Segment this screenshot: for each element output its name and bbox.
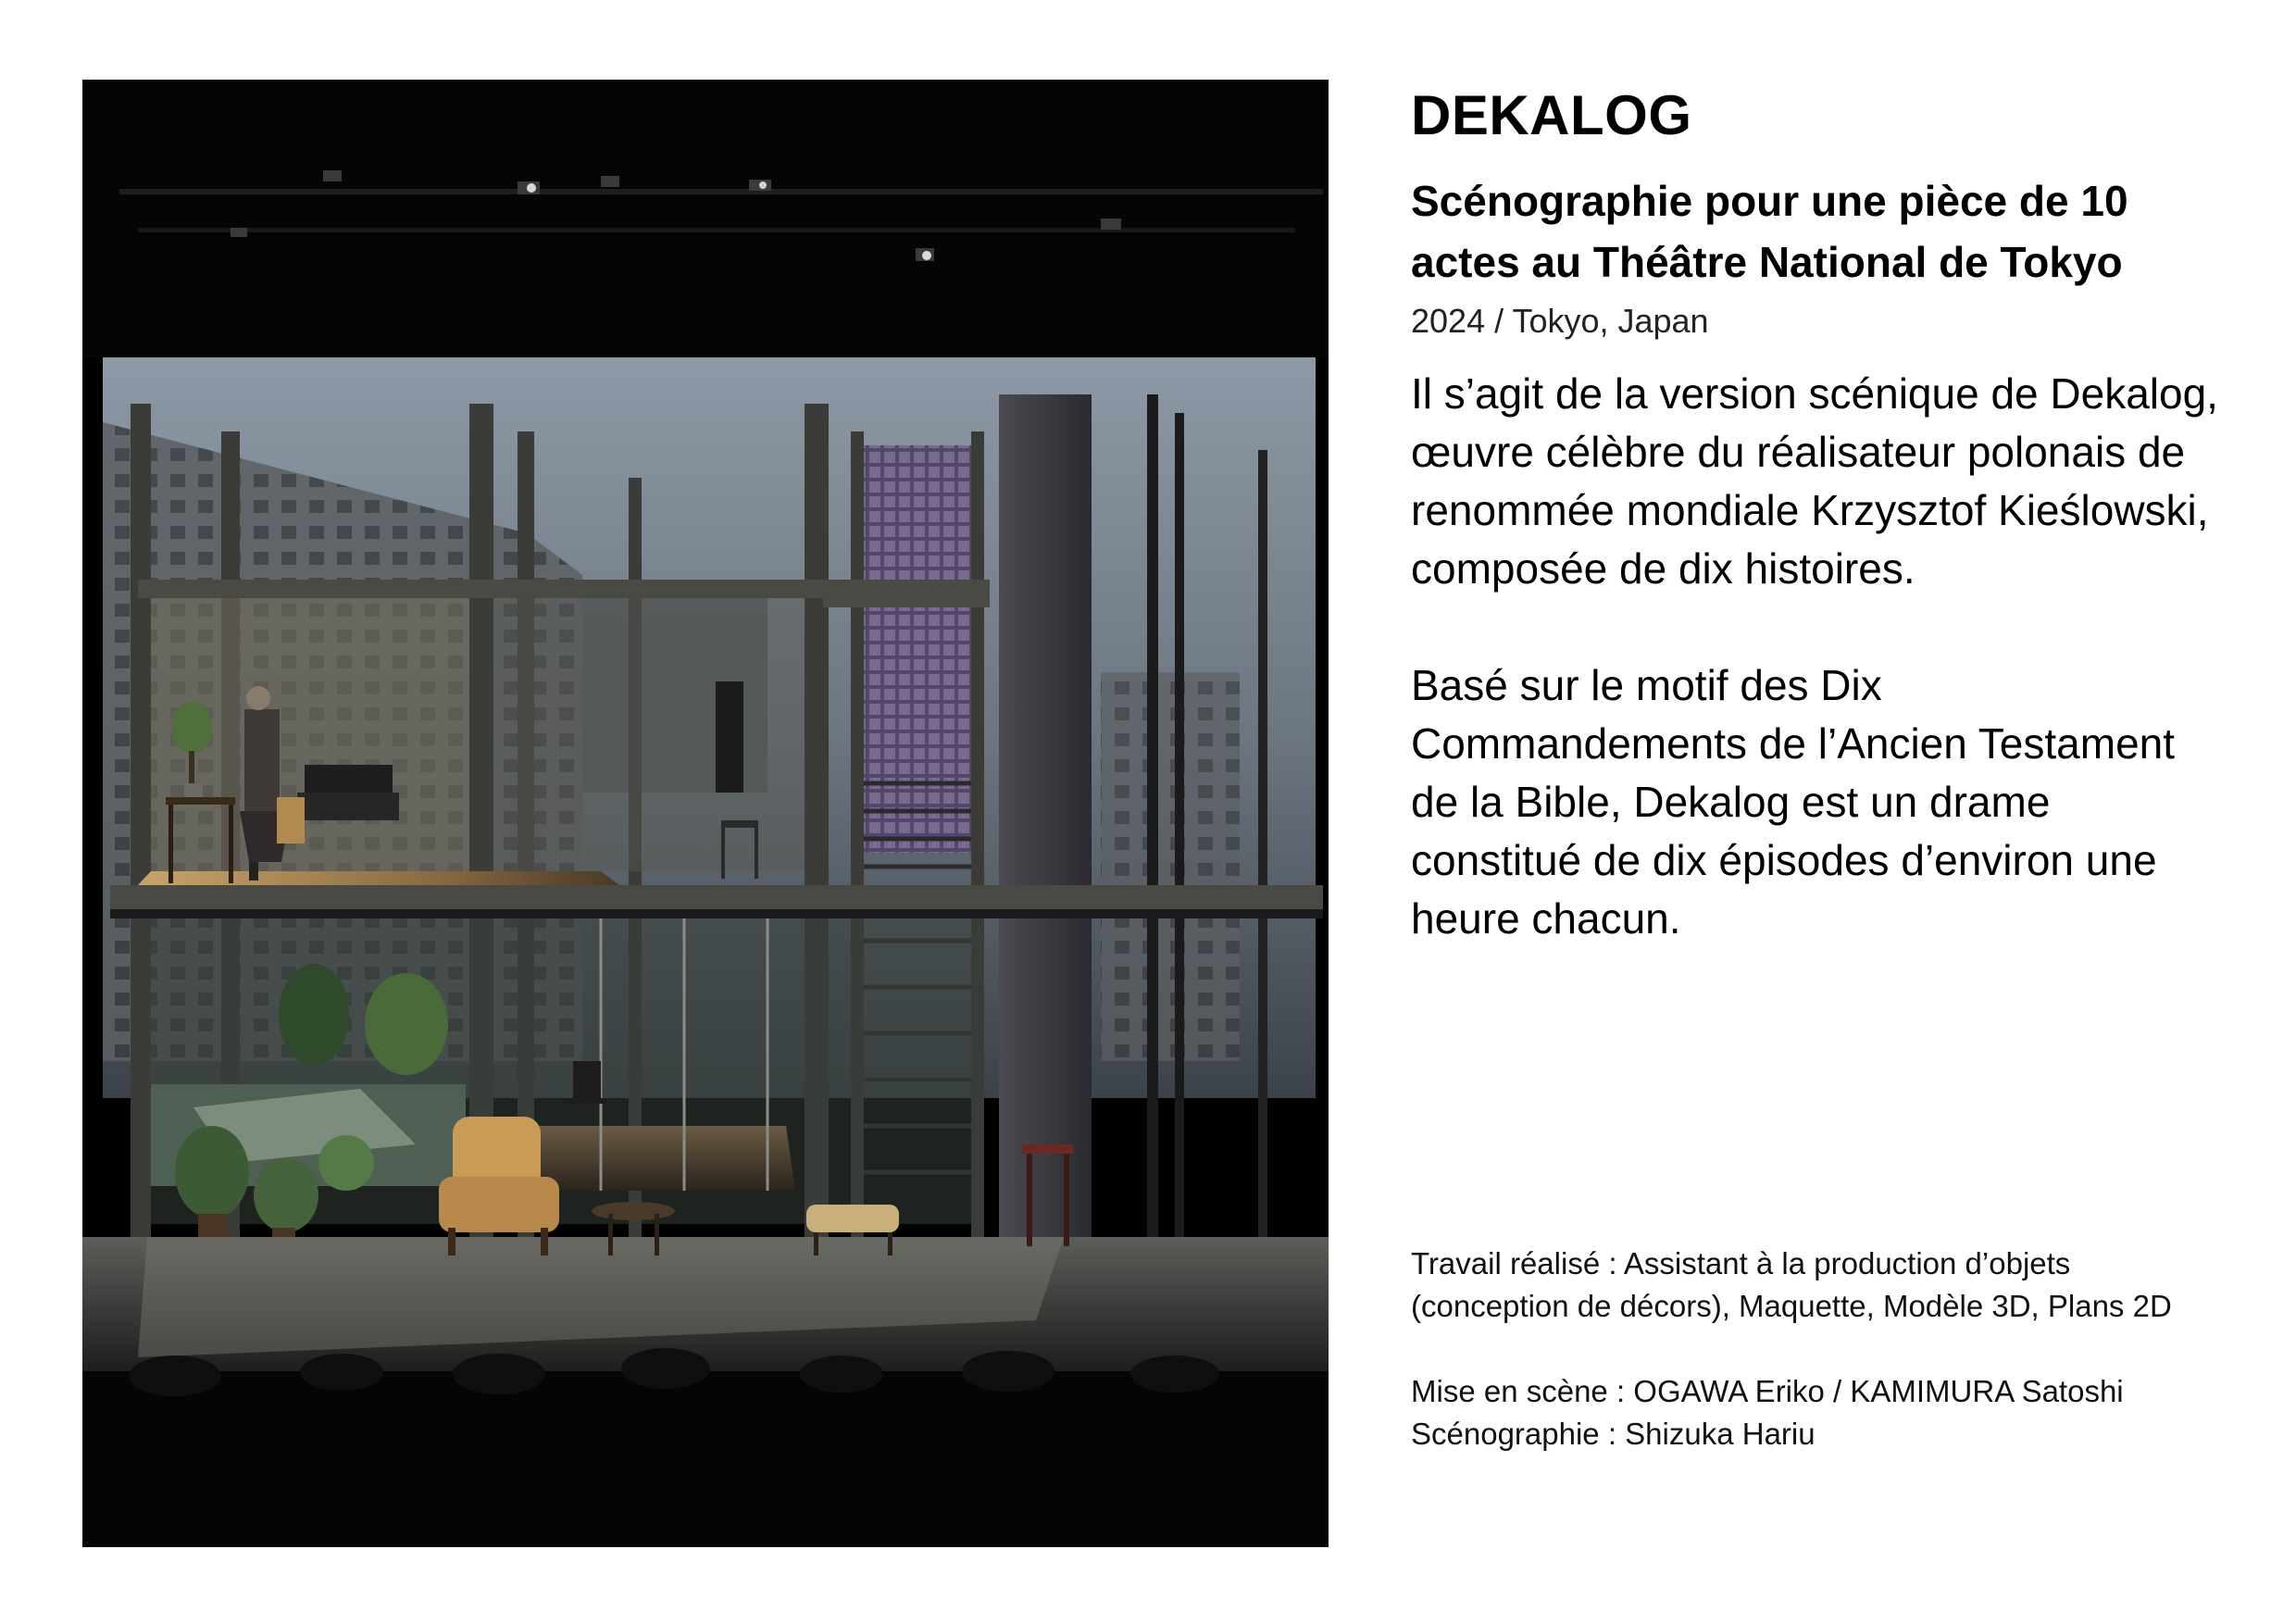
stage-photo [82, 80, 1329, 1547]
project-title: DEKALOG [1411, 84, 1692, 146]
project-text [1411, 78, 2226, 948]
stage-set-illustration [82, 80, 1329, 1547]
credit-scenography: Scénographie : Shizuka Hariu [1411, 1417, 1816, 1451]
credit-work: Travail réalisé : Assistant à la production d’objets (conception de décors), Maquette, Modèle 3D, Plans 2D [1411, 1246, 2172, 1323]
description-paragraph-2: Basé sur le motif des Dix Commandements de l’Ancien Testament de la Bible, Dekalog est un drame constitué de dix épisodes d’environ une heure chacun. [1411, 661, 2176, 943]
desk [166, 797, 235, 805]
description-paragraph-1: Il s’agit de la version scénique de Dekalog, œuvre célèbre du réalisateur polonais de renommée mondiale Krzysztof Kieślowski, composée de dix histoires. [1411, 369, 2218, 593]
credits-block [1411, 1243, 2226, 1455]
project-subtitle: Scénographie pour une pièce de 10 actes au Théâtre National de Tokyo [1411, 177, 2128, 286]
project-meta: 2024 / Tokyo, Japan [1411, 302, 1709, 340]
credit-direction: Mise en scène : OGAWA Eriko / KAMIMURA Satoshi [1411, 1374, 2124, 1408]
